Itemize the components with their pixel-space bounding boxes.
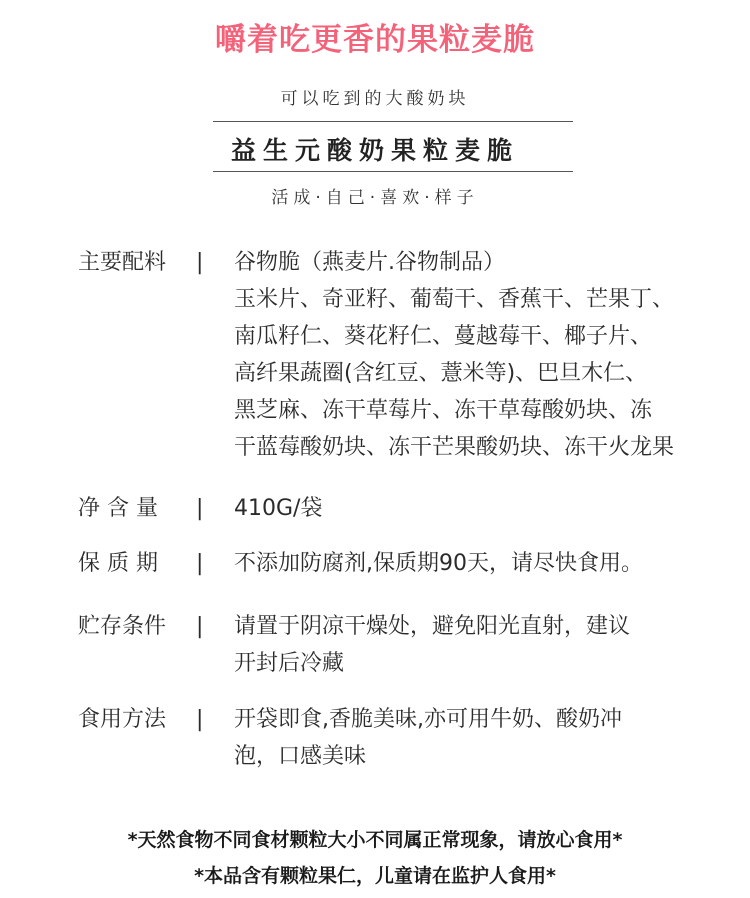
spec-value-line: 高纤果蔬圈(含红豆、薏米等)、巴旦木仁、 <box>234 361 648 386</box>
spec-value-line: 不添加防腐剂,保质期90天，请尽快食用。 <box>234 551 643 576</box>
spec-value-line: 开袋即食,香脆美味,亦可用牛奶、酸奶冲 <box>234 707 622 732</box>
footnote: *本品含有颗粒果仁，儿童请在监护人食用* <box>194 865 556 887</box>
footnote: *天然食物不同食材颗粒大小不同属正常现象，请放心食用* <box>127 829 623 851</box>
slogan: 活成·自己·喜欢·样子 <box>271 188 479 208</box>
page-title: 嚼着吃更香的果粒麦脆 <box>215 22 535 58</box>
spec-value <box>234 244 734 466</box>
spec-label: 贮存条件 <box>78 614 167 639</box>
spec-value-line: 谷物脆（燕麦片.谷物制品） <box>234 250 505 275</box>
spec-value <box>234 608 734 682</box>
spec-separator: | <box>196 551 204 576</box>
spec-separator: | <box>196 614 204 639</box>
spec-separator: | <box>196 496 204 521</box>
spec-value <box>234 701 734 775</box>
spec-label: 主要配料 <box>78 250 167 275</box>
spec-value-line: 请置于阴凉干燥处，避免阳光直射，建议 <box>234 614 631 639</box>
spec-value-line: 泡，口感美味 <box>234 744 367 769</box>
footnotes <box>0 822 750 894</box>
spec-label: 食用方法 <box>78 707 167 732</box>
product-name: 益生元酸奶果粒麦脆 <box>230 136 519 165</box>
spec-value-line: 玉米片、奇亚籽、葡萄干、香蕉干、芒果丁、 <box>234 287 675 312</box>
divider-bottom <box>213 171 573 172</box>
spec-value-line: 开封后冷藏 <box>234 651 345 676</box>
subtitle: 可以吃到的大酸奶块 <box>280 89 470 109</box>
spec-separator: | <box>196 250 204 275</box>
spec-value <box>234 490 734 527</box>
spec-value-line: 南瓜籽仁、葵花籽仁、蔓越莓干、椰子片、 <box>234 324 653 349</box>
spec-value-line: 410G/袋 <box>234 496 323 521</box>
divider-top <box>213 121 573 122</box>
spec-value <box>234 545 734 582</box>
spec-label: 净 含 量 <box>78 496 158 521</box>
spec-value-line: 干蓝莓酸奶块、冻干芒果酸奶块、冻干火龙果 <box>234 435 675 460</box>
spec-separator: | <box>196 707 204 732</box>
spec-value-line: 黑芝麻、冻干草莓片、冻干草莓酸奶块、冻 <box>234 398 653 423</box>
spec-label: 保 质 期 <box>78 551 158 576</box>
